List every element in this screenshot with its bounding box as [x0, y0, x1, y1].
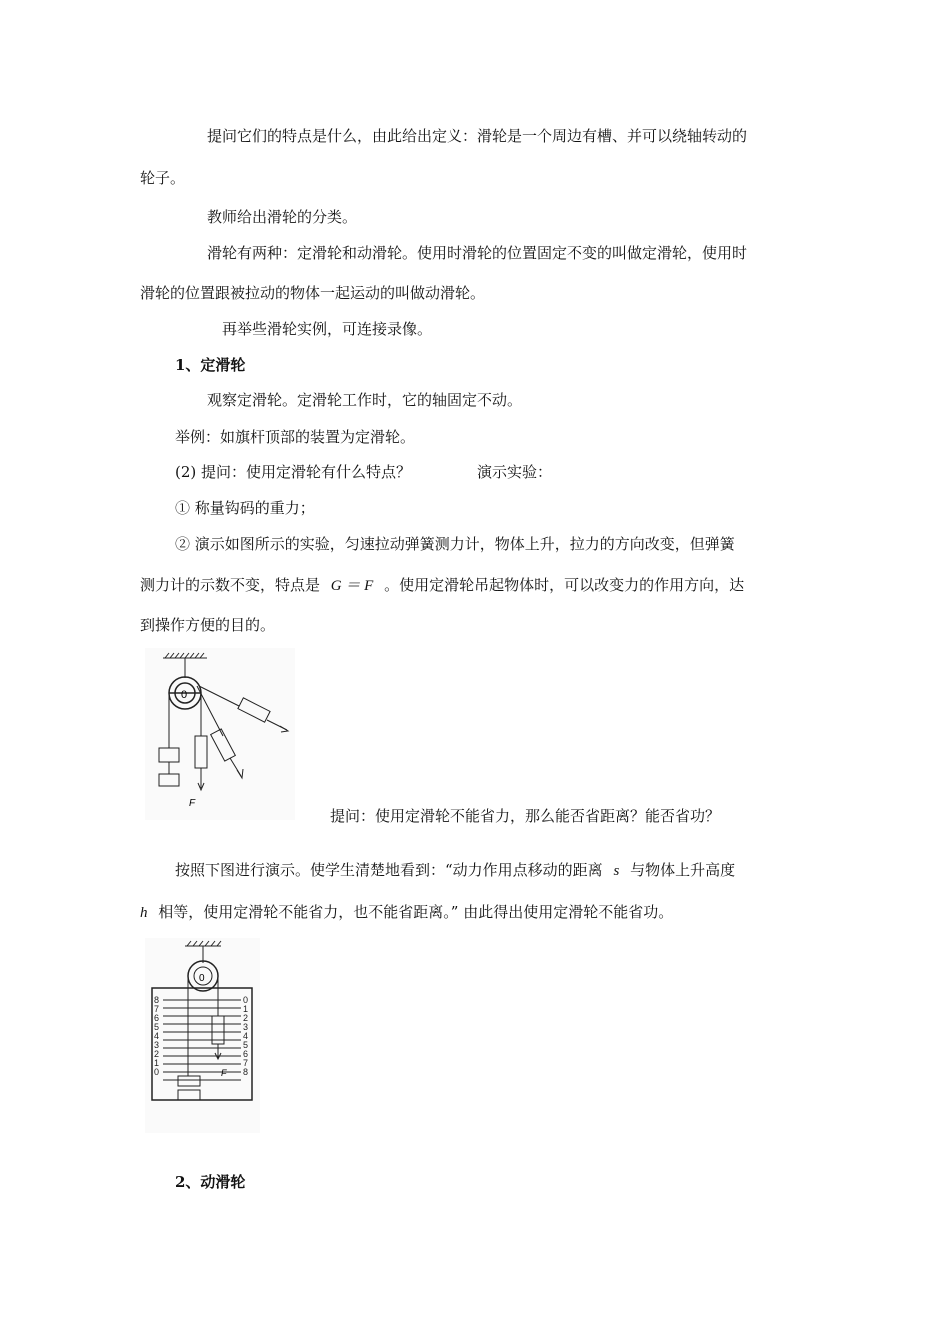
paragraph-definition-line2: 轮子。 — [140, 169, 186, 187]
paragraph-step2-line1: ② 演示如图所示的实验，匀速拉动弹簧测力计，物体上升，拉力的方向改变，但弹簧 — [175, 535, 735, 553]
paragraph-observe: 观察定滑轮。定滑轮工作时，它的轴固定不动。 — [207, 391, 523, 409]
svg-text:0: 0 — [243, 995, 249, 1005]
svg-text:3: 3 — [243, 1022, 249, 1032]
formula-g-equals-f: G ＝ F — [330, 578, 374, 594]
paragraph-step2-line3: 到操作方便的目的。 — [140, 616, 276, 634]
left-scale — [154, 995, 159, 1077]
svg-text:8: 8 — [243, 1067, 249, 1077]
svg-text:6: 6 — [243, 1049, 249, 1059]
paragraph-examples: 再举些滑轮实例，可连接录像。 — [222, 320, 433, 338]
force-label-2: F — [221, 1068, 227, 1078]
paragraph-definition-line1: 提问它们的特点是什么，由此给出定义：滑轮是一个周边有槽、并可以绕轴转动的 — [207, 127, 748, 145]
figure-fixed-pulley-directions — [145, 648, 295, 820]
pulley-label: 0 — [181, 689, 188, 701]
svg-text:5: 5 — [154, 1022, 160, 1032]
svg-text:7: 7 — [154, 1004, 160, 1014]
demo-conclusion-text: 相等，使用定滑轮不能省力，也不能省距离。” 由此得出使用定滑轮不能省功。 — [158, 903, 674, 921]
svg-text:6: 6 — [154, 1013, 160, 1023]
paragraph-classification: 教师给出滑轮的分类。 — [207, 208, 358, 226]
step2-text-pre: 测力计的示数不变，特点是 — [140, 576, 321, 594]
paragraph-flagpole: 举例：如旗杆顶部的装置为定滑轮。 — [175, 428, 416, 446]
svg-text:2: 2 — [154, 1049, 160, 1059]
paragraph-demo-distance-line2 — [140, 902, 673, 923]
variable-s: s — [613, 863, 620, 879]
paragraph-question: (2) 提问：使用定滑轮有什么特点？ — [175, 463, 412, 481]
paragraph-types-line2: 滑轮的位置跟被拉动的物体一起运动的叫做动滑轮。 — [140, 284, 486, 302]
figure-fixed-pulley-scale — [145, 938, 260, 1133]
demo-text-post: 与物体上升高度 — [630, 861, 736, 879]
svg-text:5: 5 — [243, 1040, 249, 1050]
demo-text-pre: 按照下图进行演示。使学生清楚地看到：“动力作用点移动的距离 — [175, 861, 603, 879]
pulley-label-2: 0 — [199, 973, 205, 984]
svg-text:7: 7 — [243, 1058, 249, 1068]
heading-fixed-pulley: 1、定滑轮 — [175, 356, 246, 374]
svg-text:4: 4 — [243, 1031, 249, 1041]
svg-text:1: 1 — [243, 1004, 249, 1014]
svg-text:4: 4 — [154, 1031, 160, 1041]
paragraph-distance-question: 提问：使用定滑轮不能省力，那么能否省距离？能否省功？ — [330, 807, 721, 825]
heading-movable-pulley: 2、动滑轮 — [175, 1173, 246, 1191]
force-label: F — [189, 798, 196, 809]
paragraph-types-line1: 滑轮有两种：定滑轮和动滑轮。使用时滑轮的位置固定不变的叫做定滑轮，使用时 — [207, 244, 748, 262]
svg-text:1: 1 — [154, 1058, 160, 1068]
svg-text:0: 0 — [154, 1067, 160, 1077]
paragraph-demo-distance-line1 — [175, 860, 735, 881]
paragraph-step1: ① 称量钩码的重力； — [175, 499, 315, 517]
step2-text-post: 。使用定滑轮吊起物体时，可以改变力的作用方向，达 — [384, 576, 745, 594]
svg-text:3: 3 — [154, 1040, 160, 1050]
right-scale — [243, 995, 248, 1077]
svg-text:2: 2 — [243, 1013, 249, 1023]
paragraph-step2-line2 — [140, 575, 744, 596]
variable-h: h — [140, 905, 148, 921]
paragraph-demo-label: 演示实验： — [477, 463, 553, 481]
svg-text:8: 8 — [154, 995, 160, 1005]
